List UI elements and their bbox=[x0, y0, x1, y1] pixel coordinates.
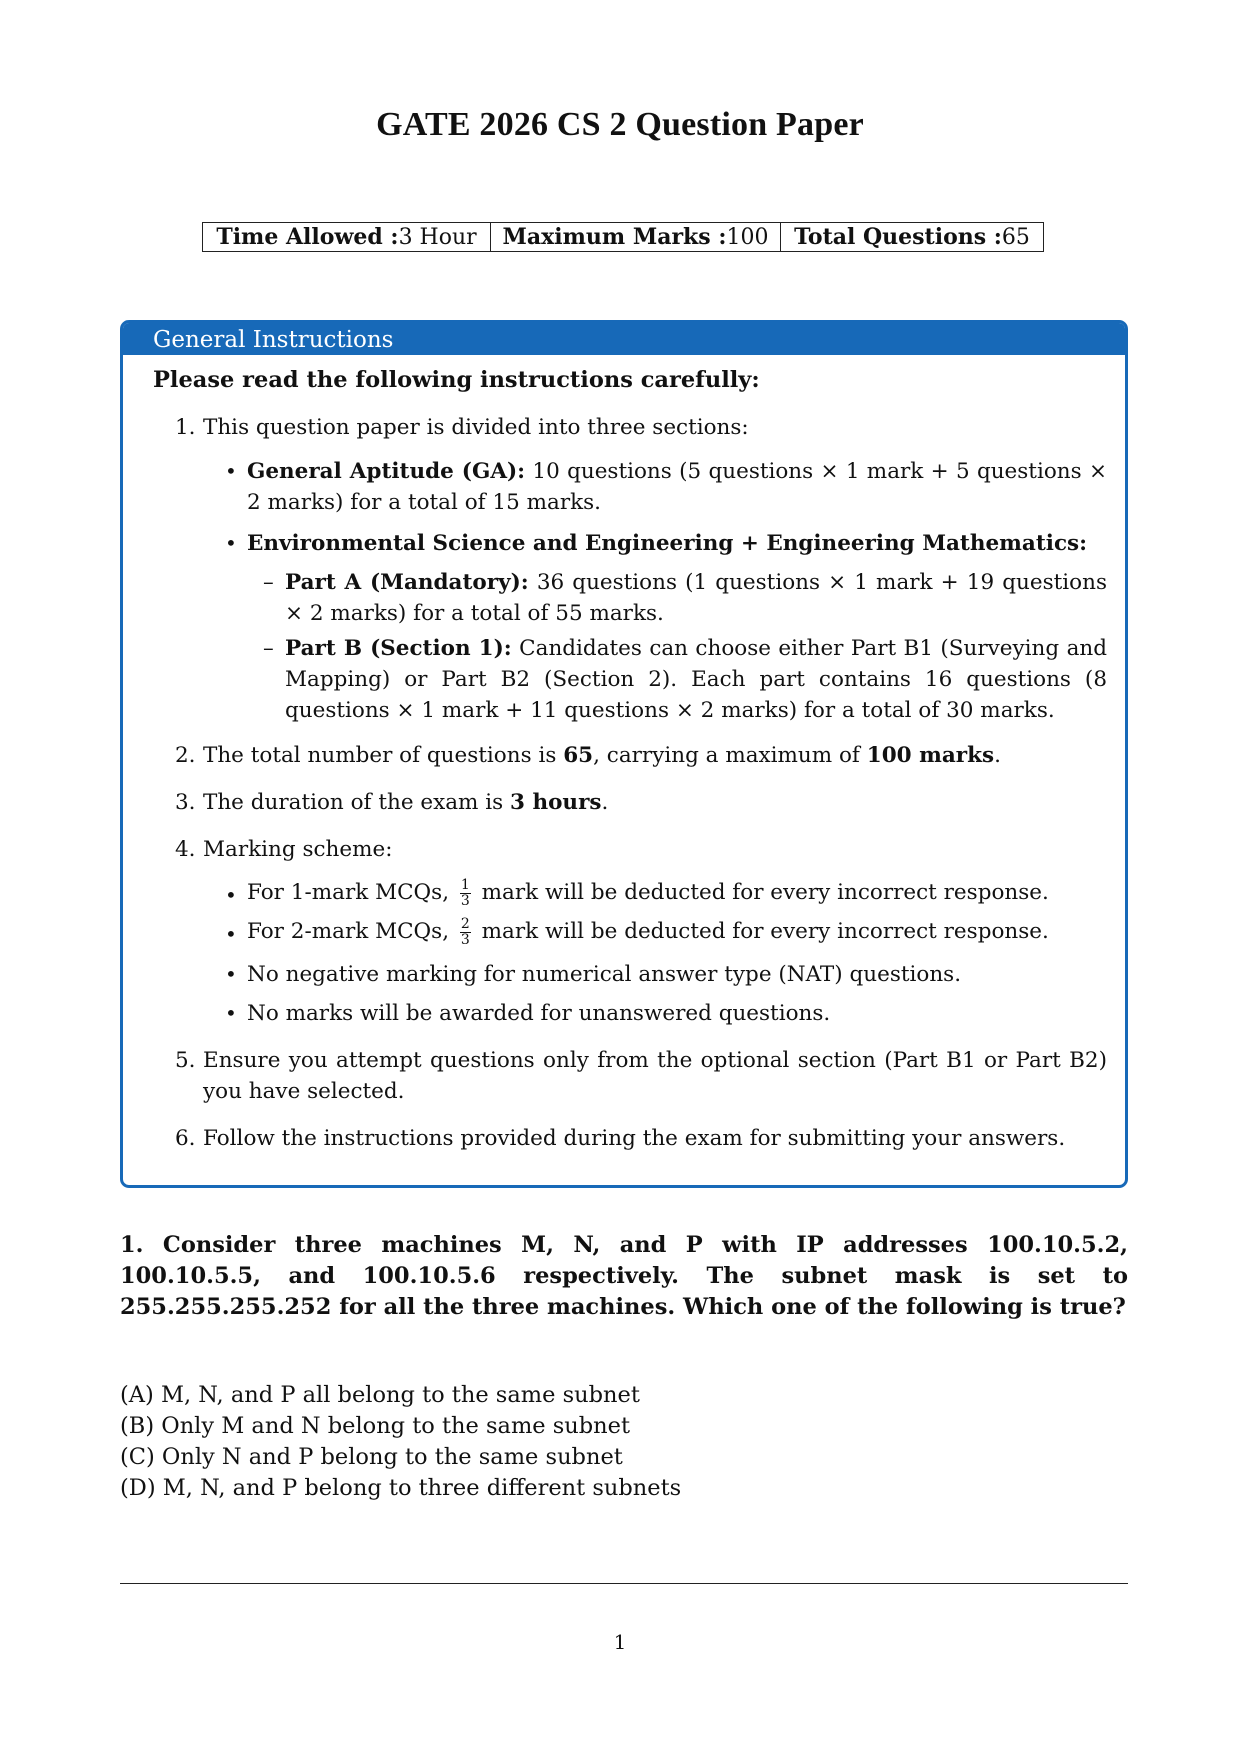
option-b: (B) Only M and N belong to the same subnet bbox=[120, 1413, 631, 1439]
fraction-two-thirds bbox=[460, 917, 471, 948]
part-b-label: Part B (Section 1): bbox=[285, 636, 512, 661]
marking-bullet-4: No marks will be awarded for unanswered questions. bbox=[247, 1001, 831, 1026]
total-questions-label: Total Questions : bbox=[794, 224, 1002, 250]
ga-bullet bbox=[247, 456, 1107, 518]
question-1-options bbox=[120, 1380, 681, 1504]
option-c: (C) Only N and P belong to the same subnet bbox=[120, 1444, 623, 1470]
maximum-marks-cell bbox=[491, 223, 781, 251]
ga-text: 10 questions (5 questions × 1 mark + 5 questions × 2 marks) for a total of 15 marks. bbox=[247, 459, 1107, 515]
fraction-denominator: 3 bbox=[460, 892, 470, 909]
general-instructions-header: General Instructions bbox=[123, 323, 1125, 355]
item-number: 6. bbox=[175, 1126, 196, 1151]
item3-pre: The duration of the exam is bbox=[203, 790, 511, 815]
item4-text: Marking scheme: bbox=[203, 837, 393, 862]
fraction-denominator: 3 bbox=[460, 931, 470, 948]
item-number: 4. bbox=[175, 837, 196, 862]
marking-1-post: mark will be deducted for every incorrect response. bbox=[481, 880, 1049, 905]
item-number: 5. bbox=[175, 1048, 196, 1073]
option-a: (A) M, N, and P all belong to the same subnet bbox=[120, 1382, 640, 1408]
item-number: 2. bbox=[175, 743, 196, 768]
time-allowed-cell bbox=[203, 223, 491, 251]
footer-divider bbox=[120, 1583, 1128, 1584]
fraction-numerator: 2 bbox=[460, 915, 470, 932]
time-allowed-value: 3 Hour bbox=[398, 224, 477, 250]
instructions-intro: Please read the following instructions carefully: bbox=[153, 367, 760, 393]
marking-2-post: mark will be deducted for every incorrect response. bbox=[481, 919, 1049, 944]
dash-icon: – bbox=[263, 570, 274, 595]
option-d: (D) M, N, and P belong to three different subnets bbox=[120, 1475, 682, 1501]
maximum-marks-label: Maximum Marks : bbox=[502, 224, 727, 250]
item5-text: Ensure you attempt questions only from the optional section (Part B1 or Part B2) you have selected. bbox=[203, 1048, 1107, 1104]
part-b-text: Candidates can choose either Part B1 (Surveying and Mapping) or Part B2 (Section 2). Each part contains 16 questions (8 questions × 1 mark + 11 questions × 2 marks) for a total of 30 marks. bbox=[285, 636, 1107, 723]
bullet-icon: • bbox=[225, 922, 237, 946]
dash-icon: – bbox=[263, 636, 274, 661]
item2-mid: , carrying a maximum of bbox=[593, 743, 867, 768]
item-number: 3. bbox=[175, 790, 196, 815]
page-title: GATE 2026 CS 2 Question Paper bbox=[376, 106, 864, 143]
total-questions-cell bbox=[781, 223, 1043, 251]
bullet-icon: • bbox=[225, 1001, 237, 1025]
bullet-icon: • bbox=[225, 883, 237, 907]
marking-bullet-2 bbox=[247, 916, 1049, 948]
marking-bullet-1 bbox=[247, 877, 1049, 909]
fraction-numerator: 1 bbox=[460, 876, 470, 893]
part-b-item bbox=[285, 633, 1107, 726]
max-marks-count: 100 marks bbox=[866, 743, 995, 768]
time-allowed-label: Time Allowed : bbox=[216, 224, 399, 250]
total-questions-count: 65 bbox=[563, 743, 594, 768]
item6-text: Follow the instructions provided during the exam for submitting your answers. bbox=[203, 1126, 1066, 1151]
item-number: 1. bbox=[175, 415, 196, 440]
ese-label: Environmental Science and Engineering + Engineering Mathematics: bbox=[247, 531, 1088, 556]
marking-2-pre: For 2-mark MCQs, bbox=[247, 919, 450, 944]
item2-pre: The total number of questions is bbox=[203, 743, 564, 768]
exam-info-table bbox=[202, 222, 1044, 252]
general-instructions-box bbox=[120, 320, 1128, 1188]
part-a-label: Part A (Mandatory): bbox=[285, 570, 529, 595]
marking-1-pre: For 1-mark MCQs, bbox=[247, 880, 450, 905]
part-a-text: 36 questions (1 questions × 1 mark + 19 questions × 2 marks) for a total of 55 marks. bbox=[285, 570, 1107, 626]
item3-post: . bbox=[601, 790, 609, 815]
item1-text: This question paper is divided into three sections: bbox=[203, 415, 749, 440]
ga-label: General Aptitude (GA): bbox=[247, 459, 526, 484]
exam-duration: 3 hours bbox=[510, 790, 602, 815]
bullet-icon: • bbox=[225, 962, 237, 986]
maximum-marks-value: 100 bbox=[726, 224, 769, 250]
question-1-text: 1. Consider three machines M, N, and P with IP addresses 100.10.5.2, 100.10.5.5, and 100.10.5.6 respectively. The subnet mask is set to 255.255.255.252 for all the three machines. Which one of the following is true? bbox=[120, 1232, 1128, 1320]
marking-bullet-3: No negative marking for numerical answer type (NAT) questions. bbox=[247, 962, 962, 987]
item3-text bbox=[203, 787, 608, 818]
bullet-icon: • bbox=[225, 531, 237, 555]
total-questions-value: 65 bbox=[1001, 224, 1030, 250]
bullet-icon: • bbox=[225, 459, 237, 483]
item2-text bbox=[203, 740, 1001, 771]
item2-post: . bbox=[994, 743, 1001, 768]
fraction-one-third bbox=[460, 878, 471, 909]
page-number: 1 bbox=[613, 1630, 627, 1654]
part-a-item bbox=[285, 567, 1107, 629]
